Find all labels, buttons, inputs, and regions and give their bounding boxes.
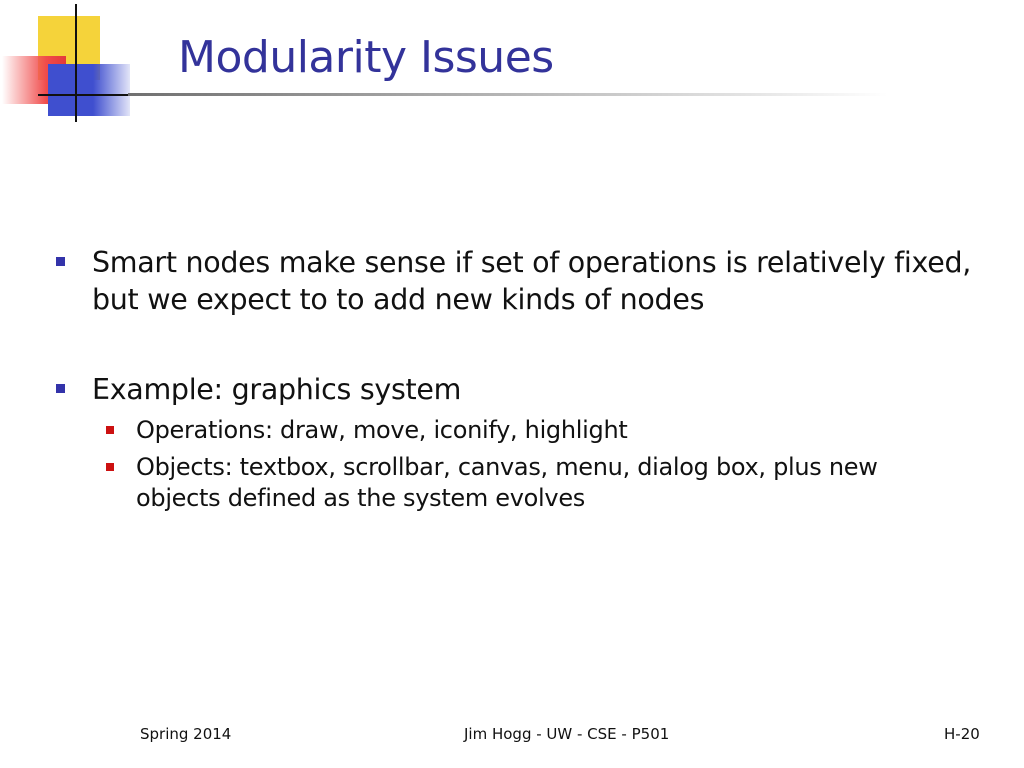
logo-blue-square (48, 64, 130, 116)
square-bullet-icon (106, 426, 114, 434)
footer-author: Jim Hogg - UW - CSE - P501 (464, 725, 670, 743)
footer-date: Spring 2014 (140, 725, 232, 743)
square-bullet-icon (106, 463, 114, 471)
square-bullet-icon (56, 384, 65, 393)
sub-bullet-text: Operations: draw, move, iconify, highlight (136, 416, 628, 444)
bullet-text: Example: graphics system (92, 373, 462, 406)
square-bullet-icon (56, 257, 65, 266)
logo-horizontal-line (38, 94, 130, 96)
bullet-text: Smart nodes make sense if set of operations is relatively fixed, but we expect to to add new kinds of nodes (92, 246, 971, 316)
sub-bullet-text: Objects: textbox, scrollbar, canvas, menu, dialog box, plus new objects defined as the system evolves (136, 453, 878, 512)
footer-page-number: H-20 (944, 725, 980, 743)
slide-title: Modularity Issues (178, 32, 554, 83)
logo-vertical-line (75, 4, 77, 122)
title-underline (128, 93, 888, 96)
